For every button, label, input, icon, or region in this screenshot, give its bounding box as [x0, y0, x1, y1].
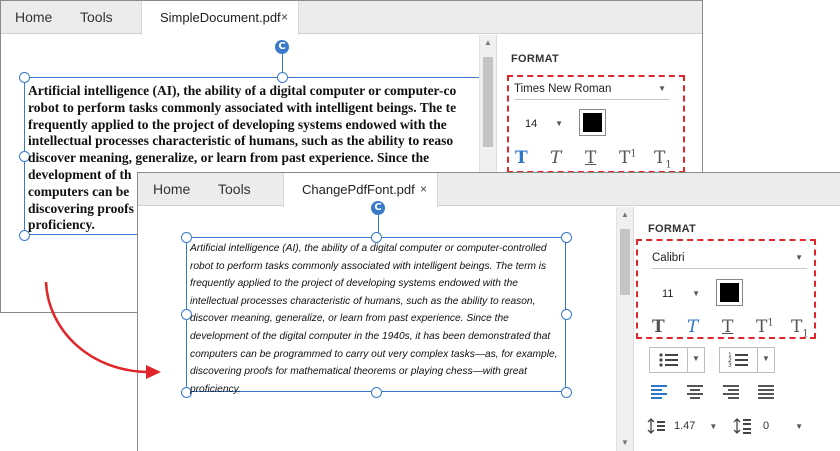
chevron-down-icon: ▼ [795, 253, 803, 262]
svg-text:2: 2 [728, 357, 732, 364]
bold-button[interactable]: T [652, 317, 665, 337]
text-line: proficiency. [190, 383, 241, 395]
text-line: development of th [28, 166, 132, 182]
italic-button[interactable]: T [550, 148, 562, 168]
text-line: intellectual processes characteristic of humans, such as the ability to reason, [190, 295, 536, 307]
chevron-down-icon: ▼ [692, 289, 700, 298]
align-justify-icon[interactable] [758, 385, 774, 399]
menu-home[interactable]: Home [15, 9, 53, 25]
menu-tools[interactable]: Tools [218, 181, 251, 197]
paragraph-spacing-value: 0 [763, 420, 770, 432]
text-line: discover meaning, generalize, or learn from past experience. Since the [28, 150, 430, 166]
resize-handle-top-right[interactable] [561, 232, 572, 243]
font-family-value: Calibri [652, 252, 685, 264]
scroll-thumb[interactable] [620, 229, 630, 295]
chevron-down-icon[interactable]: ▼ [762, 354, 770, 363]
subscript-glyph: T [791, 317, 803, 337]
document-scrollbar[interactable] [616, 207, 633, 451]
document-tab[interactable] [141, 1, 299, 35]
subscript-button[interactable] [654, 148, 672, 170]
svg-text:3: 3 [728, 362, 732, 369]
front-tabbar [138, 173, 840, 206]
text-line: robot to perform tasks commonly associated with intelligent beings. The te [28, 99, 457, 115]
subscript-mark: 1 [665, 159, 672, 171]
text-line: discovering proofs [28, 200, 134, 216]
paragraph-spacing-icon [733, 417, 751, 435]
bullet-list-button[interactable] [649, 347, 705, 373]
font-size-dropdown[interactable] [525, 113, 563, 135]
split-divider [757, 348, 758, 372]
color-swatch [583, 113, 602, 132]
font-family-value: Times New Roman [514, 83, 612, 95]
resize-handle-bottom-right[interactable] [561, 387, 572, 398]
front-window [137, 172, 840, 451]
chevron-down-icon: ▼ [709, 422, 718, 431]
font-family-dropdown[interactable] [652, 247, 807, 269]
line-spacing-icon [647, 417, 665, 435]
format-panel-title: FORMAT [511, 53, 560, 65]
text-line: discovering proofs for mathematical theorems or playing chess—with great [190, 366, 527, 378]
italic-button[interactable]: T [687, 317, 699, 337]
paragraph-spacing-dropdown[interactable] [763, 416, 803, 436]
text-line: Artificial intelligence (AI), the ability of a digital computer or computer-co [28, 83, 457, 98]
menu-tools[interactable]: Tools [80, 9, 113, 25]
document-tab-title: SimpleDocument.pdf [160, 10, 281, 25]
superscript-button[interactable] [756, 317, 774, 337]
document-text[interactable] [190, 240, 557, 398]
chevron-down-icon: ▼ [658, 84, 666, 93]
superscript-mark: 1 [767, 317, 774, 329]
document-tab[interactable] [283, 173, 438, 207]
bold-button[interactable]: T [515, 148, 528, 168]
close-tab-icon[interactable]: × [419, 182, 427, 196]
rotate-handle-icon[interactable]: C [371, 201, 385, 215]
back-tabbar [1, 1, 702, 34]
scroll-thumb[interactable] [483, 57, 493, 147]
line-spacing-dropdown[interactable] [674, 416, 717, 436]
font-size-dropdown[interactable] [662, 283, 700, 305]
format-panel-title: FORMAT [648, 223, 697, 235]
text-line: frequently applied to the project of developing systems endowed with the [28, 116, 447, 132]
resize-handle-top-left[interactable] [19, 72, 30, 83]
scroll-down-icon[interactable]: ▼ [621, 438, 629, 447]
subscript-button[interactable] [791, 317, 809, 339]
chevron-down-icon: ▼ [795, 422, 804, 431]
text-line: robot to perform tasks commonly associated with intelligent beings. The term is [190, 260, 547, 272]
format-panel [633, 207, 840, 451]
subscript-glyph: T [654, 148, 666, 168]
superscript-glyph: T [619, 148, 631, 168]
document-tab-title: ChangePdfFont.pdf [302, 182, 415, 197]
scroll-up-icon[interactable]: ▲ [484, 38, 492, 47]
scroll-up-icon[interactable]: ▲ [621, 210, 629, 219]
underline-button[interactable]: T [585, 148, 597, 168]
font-color-picker[interactable] [716, 279, 743, 306]
align-center-icon[interactable] [687, 385, 703, 399]
color-swatch [720, 283, 739, 302]
document-page [138, 202, 616, 451]
font-size-value: 14 [525, 118, 538, 130]
numbered-list-button[interactable] [719, 347, 775, 373]
subscript-mark: 1 [802, 328, 809, 340]
svg-text:1: 1 [728, 352, 732, 359]
numbered-list-icon [720, 348, 757, 372]
resize-handle-middle-right[interactable] [561, 309, 572, 320]
text-line: frequently applied to the project of developing systems endowed with the [190, 278, 518, 290]
font-color-picker[interactable] [579, 109, 606, 136]
bullet-list-icon [650, 348, 687, 372]
align-right-icon[interactable] [723, 385, 739, 399]
rotate-handle-icon[interactable]: C [275, 40, 289, 54]
text-line: computers can be [28, 183, 130, 199]
text-line: intellectual processes characteristic of humans, such as the ability to reaso [28, 133, 454, 149]
line-spacing-value: 1.47 [674, 420, 696, 432]
menu-home[interactable]: Home [153, 181, 191, 197]
font-family-dropdown[interactable] [514, 78, 670, 100]
text-line: Artificial intelligence (AI), the ability of a digital computer or computer-controlled [190, 243, 547, 254]
superscript-glyph: T [756, 317, 768, 337]
superscript-mark: 1 [630, 148, 637, 160]
superscript-button[interactable] [619, 148, 637, 168]
underline-button[interactable]: T [722, 317, 734, 337]
text-line: proficiency. [28, 217, 95, 233]
close-tab-icon[interactable]: × [280, 10, 288, 24]
align-left-icon[interactable] [651, 385, 667, 399]
text-line: computers can be programmed to carry out very complex tasks—as, for example, [190, 348, 558, 360]
split-divider [687, 348, 688, 372]
resize-handle-top-center[interactable] [277, 72, 288, 83]
chevron-down-icon: ▼ [555, 119, 563, 128]
font-size-value: 11 [662, 288, 674, 300]
chevron-down-icon[interactable]: ▼ [692, 354, 700, 363]
text-line: discover meaning, generalize, or learn from past experience. Since the [190, 313, 509, 325]
text-line: development of the digital computer in the 1940s, it has been demonstrated that [190, 330, 551, 342]
